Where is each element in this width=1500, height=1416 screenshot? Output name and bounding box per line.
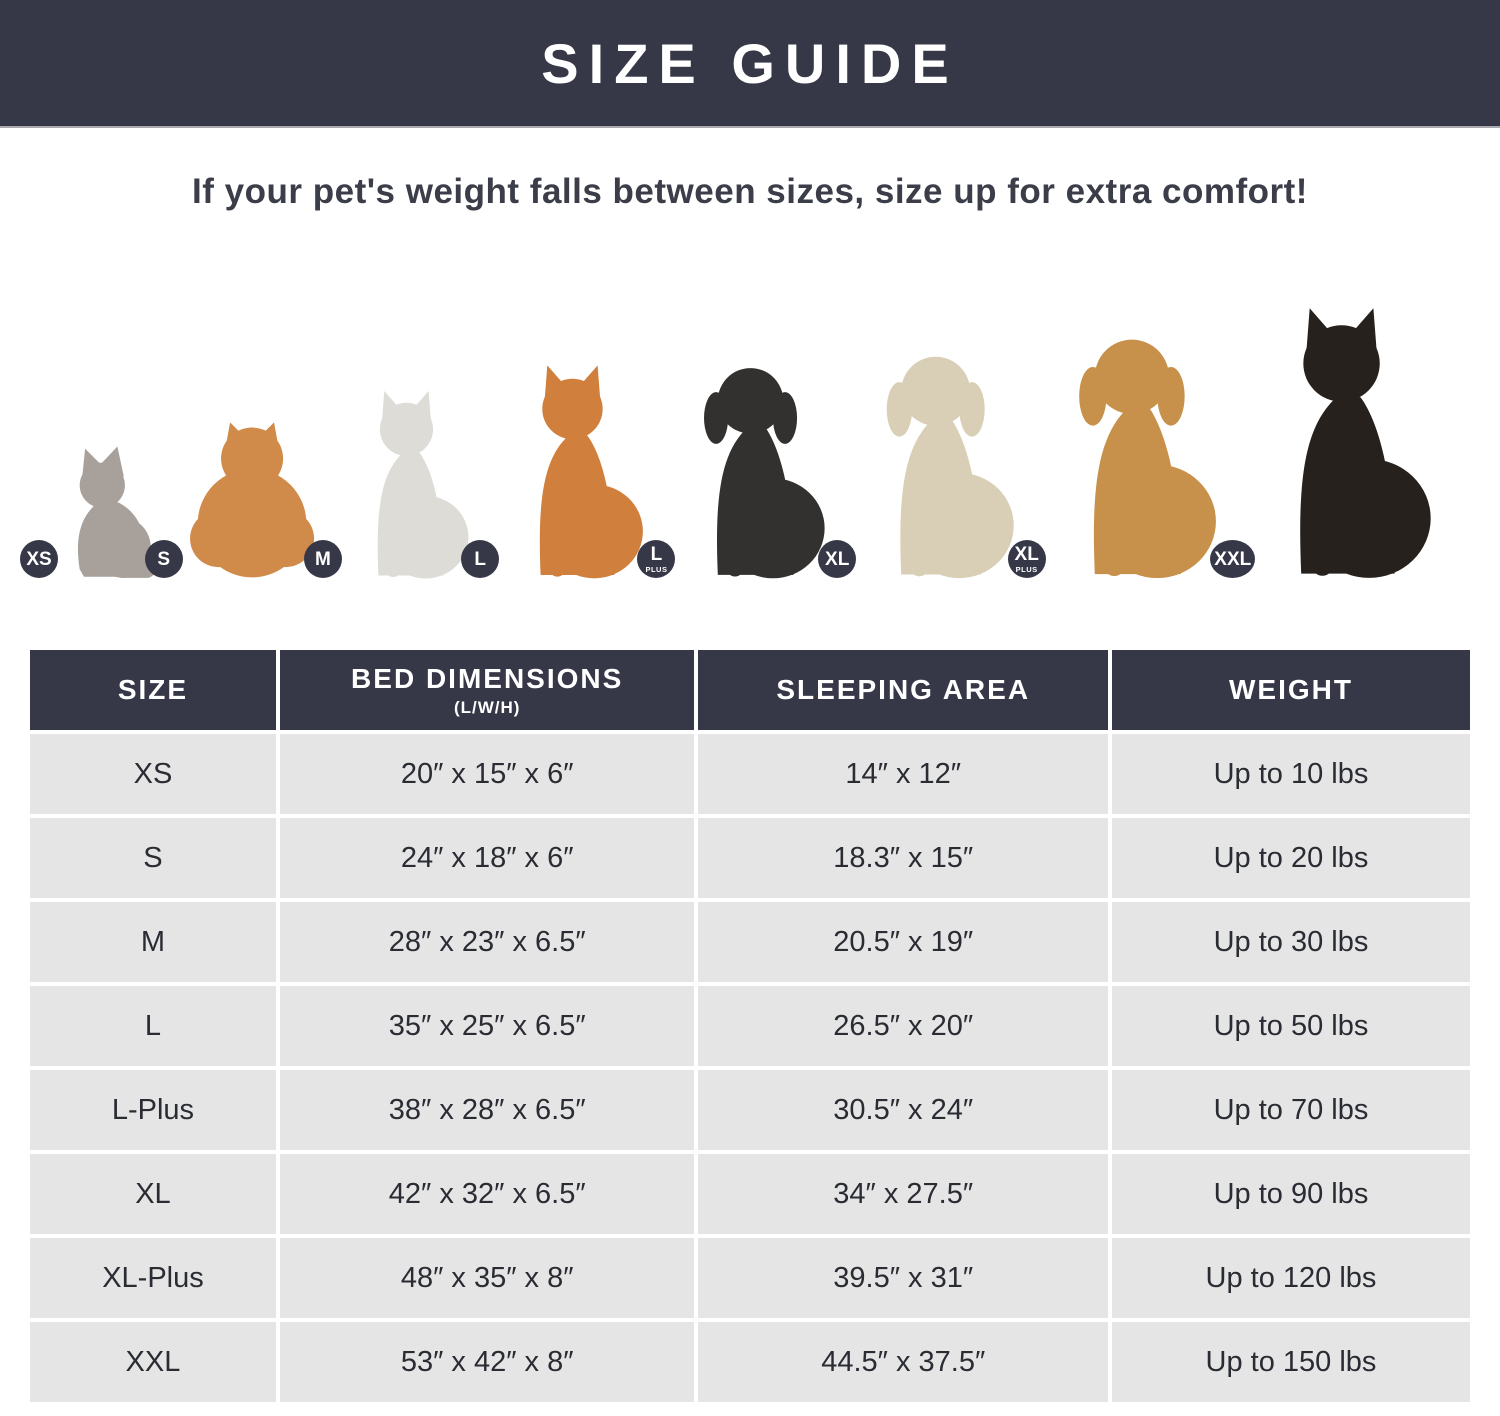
table-cell: 44.5″ x 37.5″ [698, 1322, 1108, 1402]
badge-sublabel: PLUS [1015, 564, 1038, 574]
page-title: SIZE GUIDE [541, 31, 959, 95]
table-cell: 53″ x 42″ x 8″ [280, 1322, 695, 1402]
table-cell: XXL [30, 1322, 276, 1402]
size-table [30, 650, 1470, 1402]
border-collie-illustration [673, 356, 837, 580]
table-cell: Up to 150 lbs [1112, 1322, 1470, 1402]
pet-s-pomeranian [157, 412, 323, 580]
pet-size-lineup [0, 212, 1500, 580]
header-banner [0, 0, 1500, 128]
table-cell: 38″ x 28″ x 6.5″ [280, 1070, 695, 1150]
table-cell: 35″ x 25″ x 6.5″ [280, 986, 695, 1066]
size-badge-l [461, 540, 499, 578]
size-badge-xl-plus [1008, 540, 1046, 578]
table-cell: 14″ x 12″ [698, 734, 1108, 814]
size-badge-xxl [1210, 540, 1255, 578]
badge-label: M [314, 548, 331, 570]
column-header-label: SIZE [117, 674, 189, 705]
shiba-inu-illustration [497, 362, 656, 580]
pet-lplus-border-collie [645, 356, 837, 580]
table-cell: Up to 10 lbs [1112, 734, 1470, 814]
badge-label: XXL [1214, 548, 1252, 570]
golden-retriever-illustration [1044, 326, 1230, 580]
pet-m-french-bulldog [314, 388, 480, 580]
badge-label: XS [26, 548, 52, 570]
column-header-sleeping-area [698, 650, 1108, 730]
size-badge-l-plus [637, 540, 675, 578]
table-cell: Up to 20 lbs [1112, 818, 1470, 898]
badge-label: L [474, 548, 486, 570]
column-header-subtext: (L/W/H) [453, 697, 521, 717]
badge-label: L [650, 544, 663, 565]
table-cell: Up to 90 lbs [1112, 1154, 1470, 1234]
table-cell: M [30, 902, 276, 982]
column-header-weight [1112, 650, 1470, 730]
table-cell: 20.5″ x 19″ [698, 902, 1108, 982]
column-header-label: BED DIMENSIONS [351, 662, 624, 694]
table-cell: Up to 30 lbs [1112, 902, 1470, 982]
size-badge-m [304, 540, 342, 578]
table-cell: 48″ x 35″ x 8″ [280, 1238, 695, 1318]
pet-xxl-doberman [1214, 304, 1448, 580]
size-badge-s [145, 540, 183, 578]
pet-xlplus-golden-retriever [1014, 326, 1230, 580]
table-cell: 26.5″ x 20″ [698, 986, 1108, 1066]
table-cell: 30.5″ x 24″ [698, 1070, 1108, 1150]
pet-xl-labrador [825, 344, 1026, 580]
pet-l-shiba-inu [474, 362, 656, 580]
labrador-illustration [854, 344, 1026, 580]
french-bulldog-illustration [340, 388, 480, 580]
table-cell: 28″ x 23″ x 6.5″ [280, 902, 695, 982]
table-cell: 39.5″ x 31″ [698, 1238, 1108, 1318]
pomeranian-illustration [181, 412, 323, 580]
badge-label: XL [1014, 544, 1039, 565]
column-header-label: WEIGHT [1229, 674, 1353, 705]
doberman-illustration [1246, 304, 1448, 580]
size-badge-xs [20, 540, 58, 578]
size-badge-xl [818, 540, 856, 578]
badge-sublabel: PLUS [645, 564, 668, 574]
table-cell: S [30, 818, 276, 898]
table-cell: Up to 120 lbs [1112, 1238, 1470, 1318]
table-cell: Up to 50 lbs [1112, 986, 1470, 1066]
table-cell: L-Plus [30, 1070, 276, 1150]
table-cell: Up to 70 lbs [1112, 1070, 1470, 1150]
table-cell: 20″ x 15″ x 6″ [280, 734, 695, 814]
table-cell: XL [30, 1154, 276, 1234]
subtitle-text: If your pet's weight falls between sizes, size up for extra comfort! [192, 172, 1308, 211]
table-cell: 34″ x 27.5″ [698, 1154, 1108, 1234]
table-cell: 42″ x 32″ x 6.5″ [280, 1154, 695, 1234]
table-cell: XS [30, 734, 276, 814]
table-cell: 18.3″ x 15″ [698, 818, 1108, 898]
column-header-size [30, 650, 276, 730]
badge-label: S [157, 548, 171, 570]
table-cell: XL-Plus [30, 1238, 276, 1318]
column-header-bed-dimensions [280, 650, 695, 730]
badge-label: XL [825, 548, 850, 570]
table-cell: 24″ x 18″ x 6″ [280, 818, 695, 898]
table-cell: L [30, 986, 276, 1066]
column-header-label: SLEEPING AREA [776, 674, 1031, 705]
